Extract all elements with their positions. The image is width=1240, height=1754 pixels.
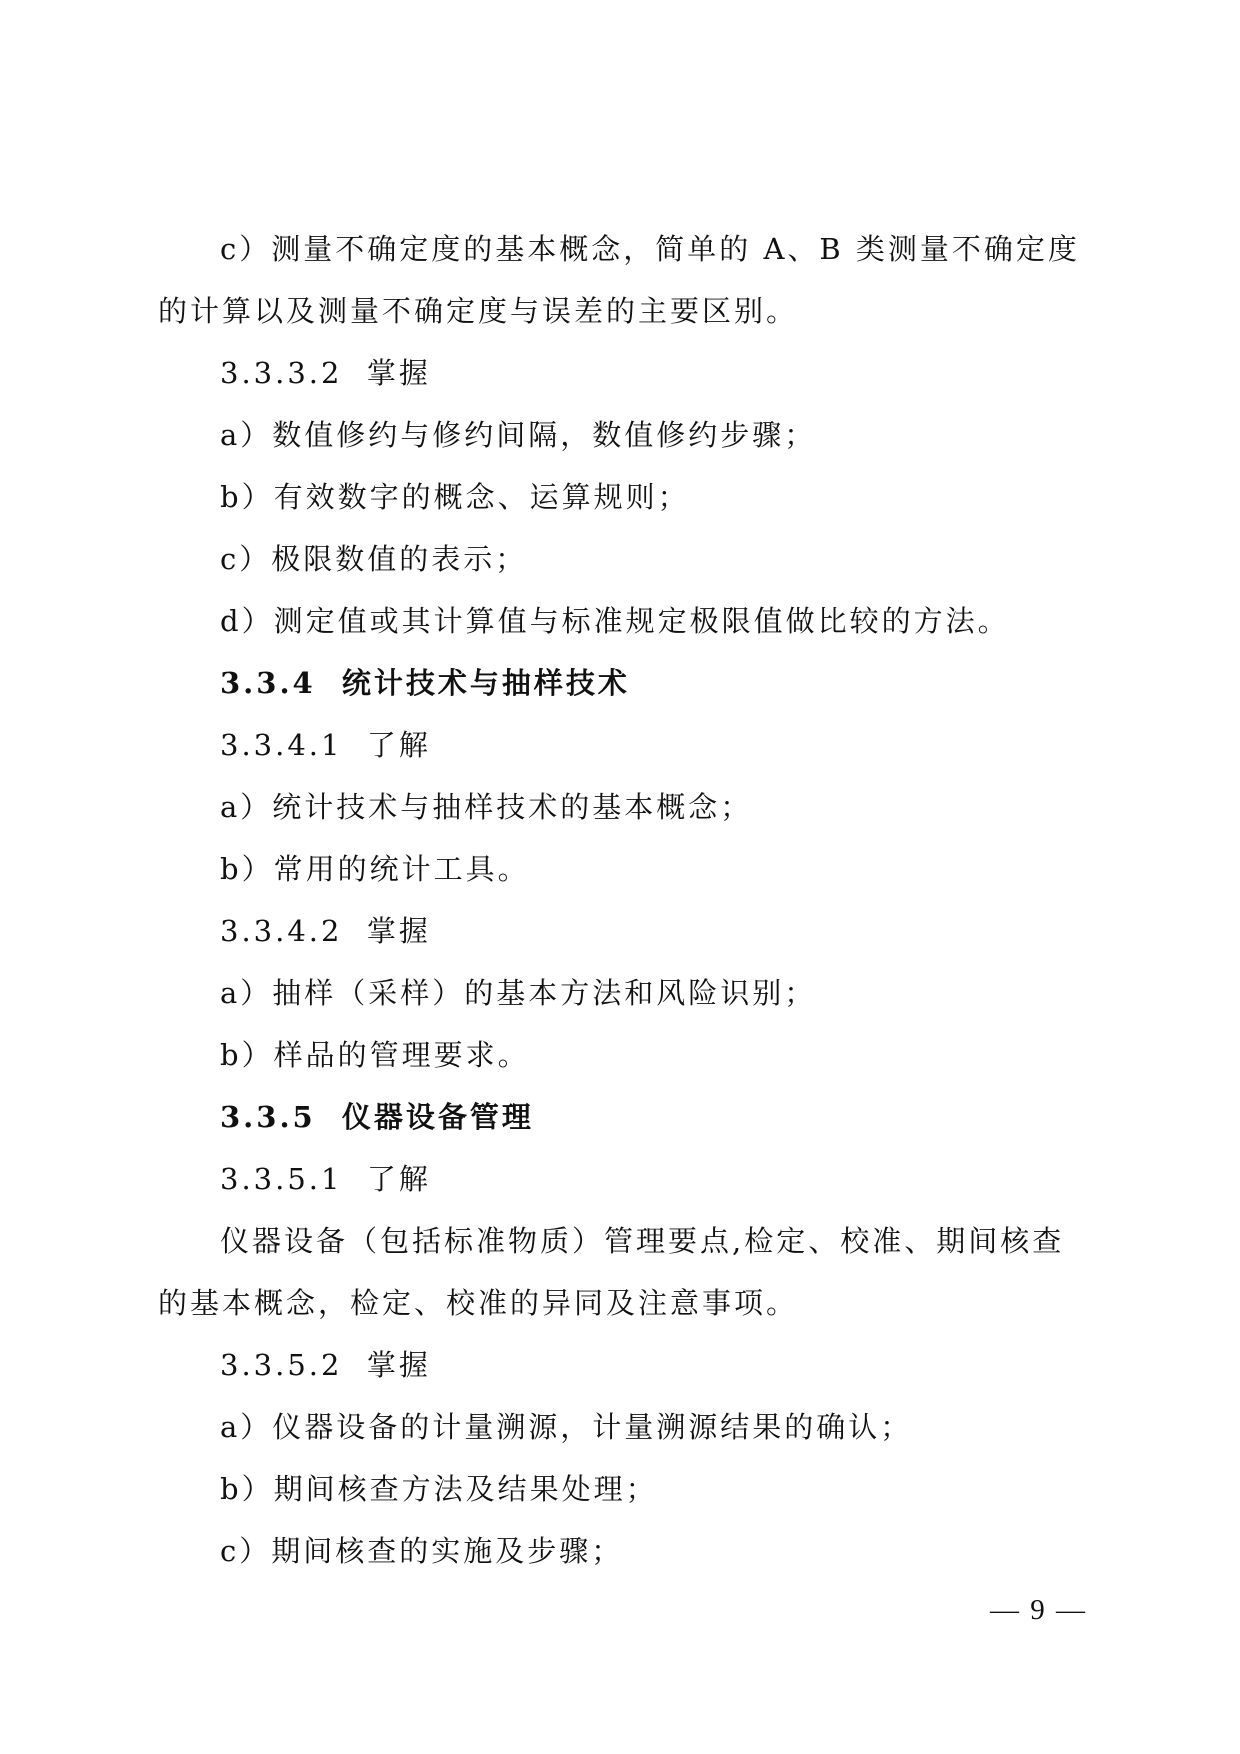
list-item: a）抽样（采样）的基本方法和风险识别； [220,976,817,1010]
list-item: a）统计技术与抽样技术的基本概念； [220,790,753,824]
subsection-heading: 3.3.4.1 了解 [220,728,431,762]
page-number: — 9 — [990,1594,1087,1626]
list-item: b）期间核查方法及结果处理； [220,1472,658,1506]
list-item: b）常用的统计工具。 [220,852,530,886]
list-item: b）样品的管理要求。 [220,1038,530,1072]
list-item: b）有效数字的概念、运算规则； [220,480,690,514]
list-item: c）极限数值的表示； [220,542,528,576]
subsection-heading: 3.3.4.2 掌握 [220,914,431,948]
subsection-heading: 3.3.5.1 了解 [220,1162,431,1196]
list-item: d）测定值或其计算值与标准规定极限值做比较的方法。 [220,604,1010,638]
section-heading: 3.3.4 统计技术与抽样技术 [220,666,630,700]
paragraph: 仪器设备（包括标准物质）管理要点,检定、校准、期间核查的基本概念，检定、校准的异同及注意事项。 [158,1224,1065,1320]
list-item: c）期间核查的实施及步骤； [220,1534,624,1568]
list-item: a）数值修约与修约间隔，数值修约步骤； [220,418,817,452]
section-heading: 3.3.5 仪器设备管理 [220,1100,534,1134]
document-body [158,218,1088,1582]
subsection-heading: 3.3.5.2 掌握 [220,1348,431,1382]
paragraph: c）测量不确定度的基本概念，简单的 A、B 类测量不确定度的计算以及测量不确定度与误差的主要区别。 [158,232,1080,328]
subsection-heading: 3.3.3.2 掌握 [220,356,431,390]
list-item: a）仪器设备的计量溯源，计量溯源结果的确认； [220,1410,913,1444]
